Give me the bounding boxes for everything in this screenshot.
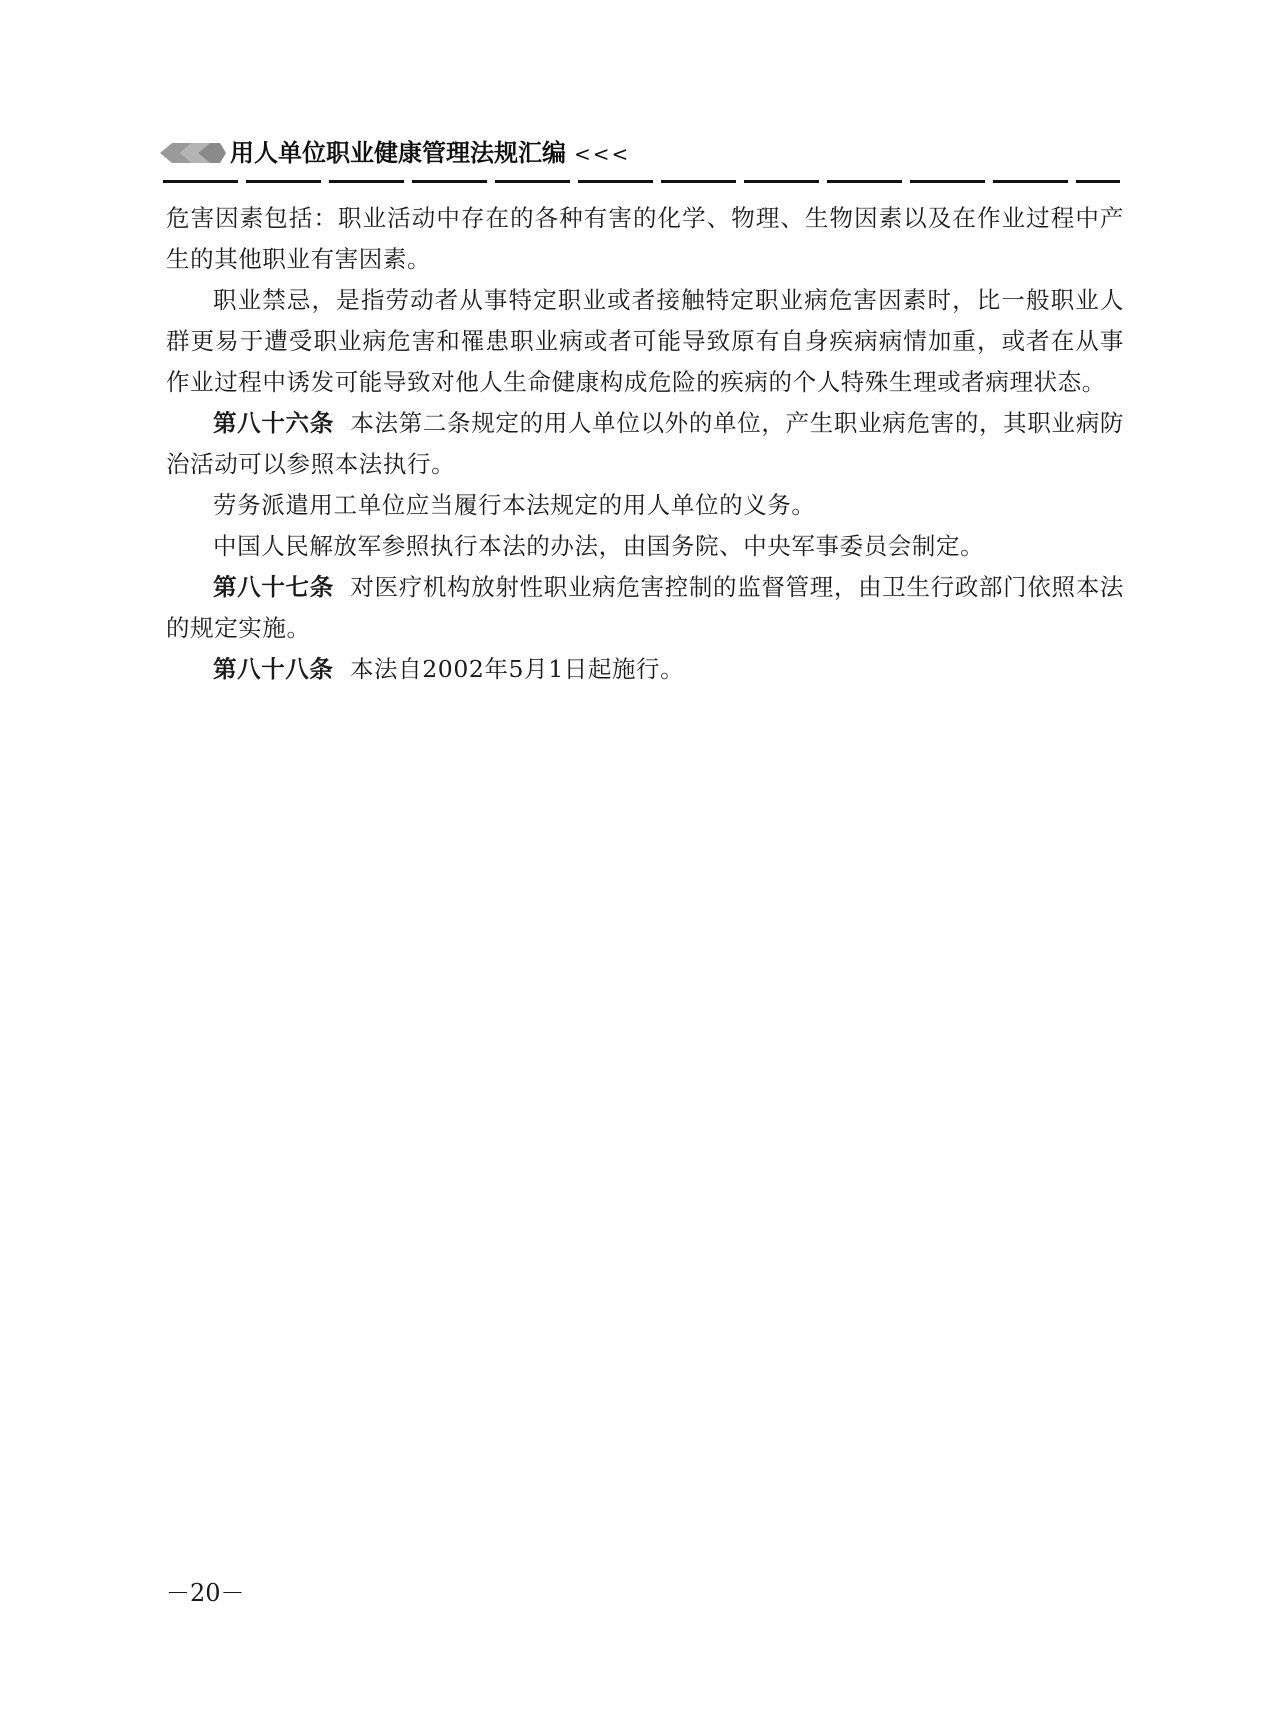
header-dashed-rule xyxy=(163,180,1120,183)
article-88 xyxy=(166,649,1124,690)
paragraph-text: 危害因素包括：职业活动中存在的各种有害的化学、物理、生物因素以及在作业过程中产生的其他职业有害因素。 xyxy=(166,204,1124,273)
double-arrow-logo-icon xyxy=(160,141,226,165)
paragraph-pla xyxy=(166,526,1124,567)
header-chevrons: <<< xyxy=(574,142,631,166)
running-header-title: 用人单位职业健康管理法规汇编 xyxy=(230,139,566,167)
article-number: 第八十八条 xyxy=(213,655,334,683)
paragraph-definition-contraindication xyxy=(166,280,1124,403)
paragraph-continuation xyxy=(166,198,1124,280)
paragraph-text: 中国人民解放军参照执行本法的办法，由国务院、中央军事委员会制定。 xyxy=(213,532,985,560)
paragraph-text: 劳务派遣用工单位应当履行本法规定的用人单位的义务。 xyxy=(213,491,816,519)
body-text xyxy=(166,198,1124,690)
paragraph-dispatch-duty xyxy=(166,485,1124,526)
page-number: －20－ xyxy=(166,1579,245,1607)
article-text: 对医疗机构放射性职业病危害控制的监督管理，由卫生行政部门依照本法的规定实施。 xyxy=(166,573,1125,642)
running-header xyxy=(160,137,1120,177)
article-number: 第八十七条 xyxy=(213,573,334,601)
article-text: 本法第二条规定的用人单位以外的单位，产生职业病危害的，其职业病防治活动可以参照本法执行。 xyxy=(166,409,1125,478)
paragraph-text: 职业禁忌，是指劳动者从事特定职业或者接触特定职业病危害因素时，比一般职业人群更易于遭受职业病危害和罹患职业病或者可能导致原有自身疾病病情加重，或者在从事作业过程中诱发可能导致对他人生命健康构成危险的疾病的个人特殊生理或者病理状态。 xyxy=(166,286,1124,396)
article-text: 本法自2002年5月1日起施行。 xyxy=(349,655,685,683)
article-number: 第八十六条 xyxy=(213,409,334,437)
article-87 xyxy=(166,567,1124,649)
running-header-title-group xyxy=(230,137,630,170)
article-86 xyxy=(166,403,1124,485)
